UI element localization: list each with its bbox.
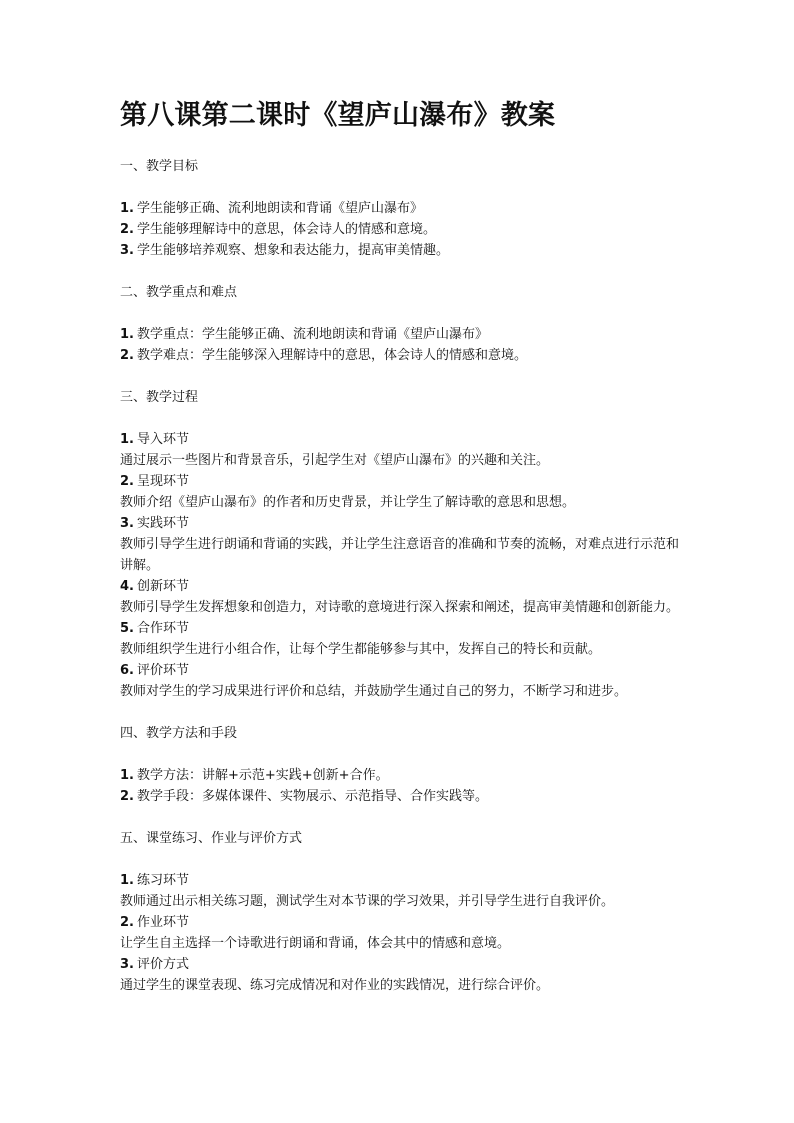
list-item-number: 1. (120, 201, 134, 216)
list-item-text: 教学手段：多媒体课件、实物展示、示范指导、合作实践等。 (137, 789, 489, 804)
list-item-number: 2. (120, 222, 134, 237)
list-item-number: 1. (120, 768, 134, 783)
list-item-description: 教师介绍《望庐山瀑布》的作者和历史背景，并让学生了解诗歌的意思和思想。 (120, 495, 576, 510)
section-3 (120, 387, 680, 723)
list-item (120, 324, 680, 345)
list-item-number: 1. (120, 432, 134, 447)
list-item-number: 4. (120, 579, 134, 594)
list-item-number: 2. (120, 915, 134, 930)
list-item-number: 1. (120, 327, 134, 342)
list-item-description: 教师引导学生发挥想象和创造力，对诗歌的意境进行深入探索和阐述，提高审美情趣和创新能力。 (120, 600, 680, 615)
section-2 (120, 282, 680, 387)
list-item-text: 学生能够培养观察、想象和表达能力，提高审美情趣。 (137, 243, 450, 258)
section-heading: 二、教学重点和难点 (120, 285, 238, 300)
list-item (120, 429, 680, 450)
section-4 (120, 723, 680, 828)
list-item (120, 240, 680, 261)
list-item-text: 学生能够正确、流利地朗读和背诵《望庐山瀑布》 (137, 201, 424, 216)
section-5 (120, 828, 680, 996)
list-item-text: 实践环节 (137, 516, 190, 531)
section-heading: 一、教学目标 (120, 159, 199, 174)
list-item (120, 786, 680, 807)
list-item-number: 3. (120, 243, 134, 258)
list-item (120, 219, 680, 240)
list-item-number: 2. (120, 348, 134, 363)
list-item-text: 教学难点：学生能够深入理解诗中的意思，体会诗人的情感和意境。 (137, 348, 528, 363)
list-item-text: 教学方法：讲解+示范+实践+创新+合作。 (137, 768, 389, 783)
section-spacer (120, 702, 680, 723)
section-heading: 四、教学方法和手段 (120, 726, 238, 741)
section-heading: 五、课堂练习、作业与评价方式 (120, 831, 303, 846)
list-item-description: 教师组织学生进行小组合作，让每个学生都能够参与其中，发挥自己的特长和贡献。 (120, 642, 602, 657)
list-item-number: 5. (120, 621, 134, 636)
section-spacer (120, 261, 680, 282)
list-item (120, 345, 680, 366)
list-item-text: 作业环节 (137, 915, 190, 930)
list-item (120, 912, 680, 933)
section-spacer (120, 366, 680, 387)
list-item-description: 教师引导学生进行朗诵和背诵的实践，并让学生注意语音的准确和节奏的流畅，对难点进行示范和讲解。 (120, 537, 680, 573)
list-item-text: 合作环节 (137, 621, 190, 636)
list-item-number: 2. (120, 474, 134, 489)
section-heading: 三、教学过程 (120, 390, 199, 405)
list-item-text: 练习环节 (137, 873, 190, 888)
list-item-number: 6. (120, 663, 134, 678)
section-spacer (120, 807, 680, 828)
list-item-description: 通过展示一些图片和背景音乐，引起学生对《望庐山瀑布》的兴趣和关注。 (120, 453, 550, 468)
list-item-text: 教学重点：学生能够正确、流利地朗读和背诵《望庐山瀑布》 (137, 327, 489, 342)
list-item-text: 评价方式 (137, 957, 190, 972)
document-body (120, 156, 680, 996)
document-page (120, 96, 680, 996)
list-item (120, 954, 680, 975)
list-item-number: 2. (120, 789, 134, 804)
list-item-description: 教师通过出示相关练习题，测试学生对本节课的学习效果，并引导学生进行自我评价。 (120, 894, 615, 909)
list-item-number: 3. (120, 516, 134, 531)
list-item (120, 765, 680, 786)
section-1 (120, 156, 680, 282)
list-item (120, 660, 680, 681)
list-item-description: 让学生自主选择一个诗歌进行朗诵和背诵，体会其中的情感和意境。 (120, 936, 511, 951)
list-item-description: 教师对学生的学习成果进行评价和总结，并鼓励学生通过自己的努力，不断学习和进步。 (120, 684, 628, 699)
list-item-text: 创新环节 (137, 579, 190, 594)
list-item-text: 学生能够理解诗中的意思，体会诗人的情感和意境。 (137, 222, 437, 237)
list-item-number: 1. (120, 873, 134, 888)
list-item-text: 导入环节 (137, 432, 190, 447)
list-item (120, 576, 680, 597)
list-item-text: 呈现环节 (137, 474, 190, 489)
document-title: 第八课第二课时《望庐山瀑布》教案 (120, 100, 556, 131)
list-item-description: 通过学生的课堂表现、练习完成情况和对作业的实践情况，进行综合评价。 (120, 978, 550, 993)
list-item-number: 3. (120, 957, 134, 972)
list-item (120, 618, 680, 639)
list-item (120, 198, 680, 219)
list-item (120, 870, 680, 891)
list-item (120, 513, 680, 534)
list-item-text: 评价环节 (137, 663, 190, 678)
list-item (120, 471, 680, 492)
